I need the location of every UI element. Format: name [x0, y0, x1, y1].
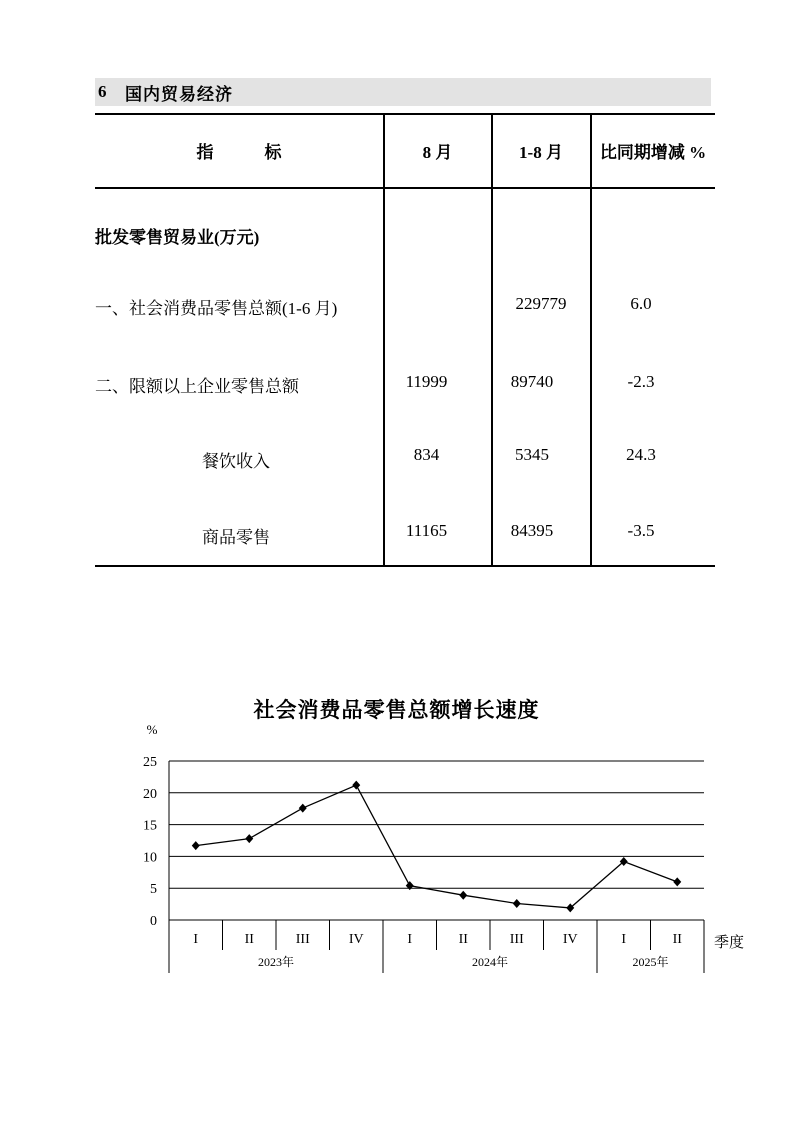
y-tick-label: 5	[150, 882, 157, 898]
y-axis-label: %	[146, 722, 158, 737]
x-tick-label: II	[244, 932, 254, 947]
series-line	[196, 785, 678, 908]
row-ytd-value: 89740	[510, 372, 554, 391]
group-label: 2025年	[632, 955, 669, 969]
x-tick-label: IV	[348, 932, 364, 947]
group-label: 2024年	[471, 955, 509, 969]
row-yoy-value: 24.3	[626, 445, 656, 464]
row-month-value: 11999	[405, 372, 448, 391]
row-ytd-value: 229779	[515, 294, 567, 313]
y-tick-label: 20	[143, 786, 157, 802]
y-tick-label: 15	[143, 818, 157, 834]
chart-canvas	[0, 680, 793, 1000]
x-tick-label: II	[458, 932, 468, 947]
x-tick-label: II	[672, 932, 682, 947]
row-yoy-value: 6.0	[630, 294, 652, 313]
category-label: 批发零售贸易业(万元)	[95, 228, 260, 247]
x-tick-label: IV	[562, 932, 578, 947]
data-point	[245, 834, 253, 843]
data-point	[299, 804, 307, 813]
chart-title: 社会消费品零售总额增长速度	[253, 698, 540, 722]
header-indicator: 指 标	[196, 143, 282, 162]
x-tick-label: I	[621, 932, 627, 947]
data-table	[95, 113, 715, 567]
row-label: 商品零售	[202, 528, 270, 547]
row-month-value: 11165	[405, 521, 448, 540]
row-month-value: 834	[413, 445, 440, 464]
x-tick-label: III	[509, 932, 524, 947]
row-yoy-value: -3.5	[627, 521, 655, 540]
table-bottom-rule	[95, 565, 715, 567]
data-point	[406, 881, 414, 890]
section-number: 6	[98, 82, 107, 101]
data-point	[352, 781, 360, 790]
x-axis-label: 季度	[714, 935, 745, 951]
header-month: 8 月	[422, 143, 453, 162]
data-point	[673, 877, 681, 886]
row-ytd-value: 84395	[510, 521, 554, 540]
group-label: 2023年	[257, 955, 295, 969]
header-ytd: 1-8 月	[519, 143, 563, 162]
growth-chart	[0, 680, 793, 1000]
row-label: 一、社会消费品零售总额(1-6 月)	[95, 299, 338, 318]
y-tick-label: 25	[143, 755, 157, 770]
data-point	[513, 899, 521, 908]
y-tick-label: 0	[150, 914, 157, 929]
section-title: 国内贸易经济	[125, 84, 233, 104]
data-point	[459, 891, 467, 900]
section-header	[95, 78, 711, 106]
row-label: 二、限额以上企业零售总额	[95, 377, 299, 396]
x-tick-label: I	[193, 932, 199, 947]
header-yoy: 比同期增减 %	[599, 143, 707, 162]
x-tick-label: III	[295, 932, 310, 947]
data-point	[192, 841, 200, 850]
row-label: 餐饮收入	[202, 452, 270, 471]
row-ytd-value: 5345	[515, 445, 549, 464]
y-tick-label: 10	[143, 850, 157, 866]
row-yoy-value: -2.3	[627, 372, 655, 391]
x-tick-label: I	[407, 932, 413, 947]
